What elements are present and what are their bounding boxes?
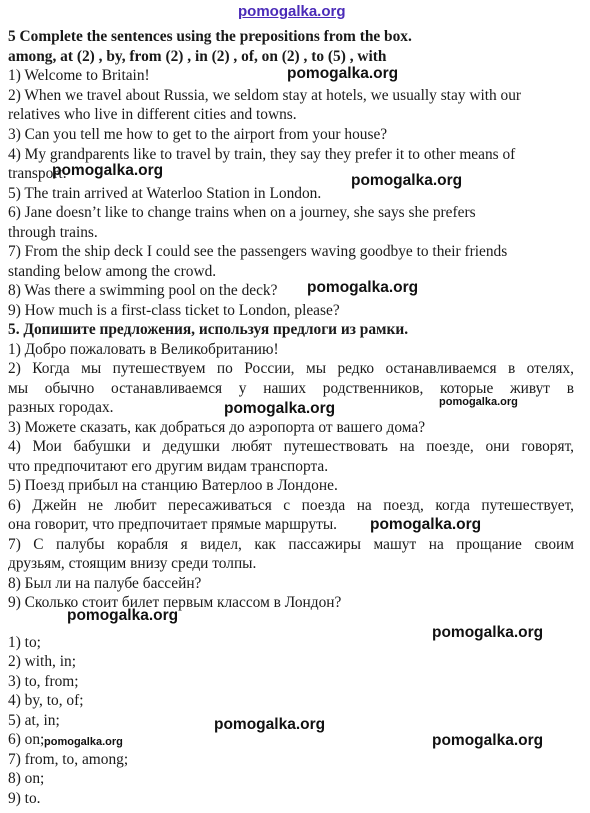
en-line-3: relatives who live in different cities and towns. — [8, 106, 297, 123]
watermark: pomogalka.org — [432, 624, 544, 641]
answer-8: 8) on; — [8, 770, 45, 787]
ru-line-3: мы обычно останавливаемся у наших родственников, которые живут в — [8, 380, 574, 397]
ru-line-13: 8) Был ли на палубе бассейн? — [8, 575, 202, 592]
ru-line-1: 1) Добро пожаловать в Великобританию! — [8, 341, 279, 358]
answer-3: 3) to, from; — [8, 673, 79, 690]
en-line-7: 5) The train arrived at Waterloo Station in London. — [8, 185, 322, 202]
ru-line-2: 2) Когда мы путешествуем по России, мы редко останавливаемся в отелях, — [8, 360, 574, 377]
en-line-8: 6) Jane doesn’t like to change trains when on a journey, she says she prefers — [8, 204, 476, 221]
watermark: pomogalka.org — [287, 65, 399, 82]
en-line-1: 1) Welcome to Britain! — [8, 67, 150, 84]
answer-5: 5) at, in; — [8, 712, 60, 729]
en-line-4: 3) Can you tell me how to get to the airport from your house? — [8, 126, 388, 143]
watermark: pomogalka.org — [439, 396, 518, 408]
en-line-5: 4) My grandparents like to travel by train, they say they prefer it to other means of — [8, 146, 516, 163]
watermark: pomogalka.org — [432, 732, 544, 749]
ru-line-4: разных городах. — [8, 399, 114, 416]
preposition-box: among, at (2) , by, from (2) , in (2) , of, on (2) , to (5) , with — [8, 48, 387, 65]
watermark: pomogalka.org — [44, 736, 123, 748]
ru-line-12: друзьям, стоящим внизу среди толпы. — [8, 555, 257, 572]
en-line-2: 2) When we travel about Russia, we seldom stay at hotels, we usually stay with our — [8, 87, 522, 104]
watermark: pomogalka.org — [52, 162, 164, 179]
watermark: pomogalka.org — [67, 607, 179, 624]
watermark: pomogalka.org — [307, 279, 419, 296]
ru-line-6: 4) Мои бабушки и дедушки любят путешествовать на поезде, они говорят, — [8, 438, 574, 455]
en-line-9: through trains. — [8, 224, 98, 241]
worksheet-page — [8, 0, 578, 813]
en-line-11: standing below among the crowd. — [8, 263, 217, 280]
answer-4: 4) by, to, of; — [8, 692, 84, 709]
watermark: pomogalka.org — [214, 716, 326, 733]
task-ru-title: 5. Допишите предложения, используя предлоги из рамки. — [8, 321, 409, 338]
ru-line-10: она говорит, что предпочитает прямые маршруты. — [8, 516, 338, 533]
en-line-6: transport. — [8, 165, 67, 182]
ru-line-14: 9) Сколько стоит билет первым классом в Лондон? — [8, 594, 342, 611]
en-line-10: 7) From the ship deck I could see the passengers waving goodbye to their friends — [8, 243, 508, 260]
watermark: pomogalka.org — [370, 516, 482, 533]
answer-9: 9) to. — [8, 790, 41, 807]
answer-2: 2) with, in; — [8, 653, 76, 670]
ru-line-5: 3) Можете сказать, как добраться до аэропорта от вашего дома? — [8, 419, 426, 436]
answer-6: 6) on; — [8, 731, 45, 748]
task-en-title: 5 Complete the sentences using the prepositions from the box. — [8, 28, 412, 45]
en-line-12: 8) Was there a swimming pool on the deck? — [8, 282, 278, 299]
answer-1: 1) to; — [8, 634, 41, 651]
watermark: pomogalka.org — [224, 400, 336, 417]
watermark: pomogalka.org — [351, 172, 463, 189]
ru-line-11: 7) С палубы корабля я видел, как пассажиры машут на прощание своим — [8, 536, 574, 553]
ru-line-7: что предпочитают его другим видам транспорта. — [8, 458, 329, 475]
site-header-link[interactable]: pomogalka.org — [238, 3, 346, 20]
en-line-13: 9) How much is a first-class ticket to London, please? — [8, 302, 340, 319]
answer-7: 7) from, to, among; — [8, 751, 129, 768]
ru-line-8: 5) Поезд прибыл на станцию Ватерлоо в Лондоне. — [8, 477, 338, 494]
ru-line-9: 6) Джейн не любит пересаживаться с поезда на поезд, когда путешествует, — [8, 497, 574, 514]
